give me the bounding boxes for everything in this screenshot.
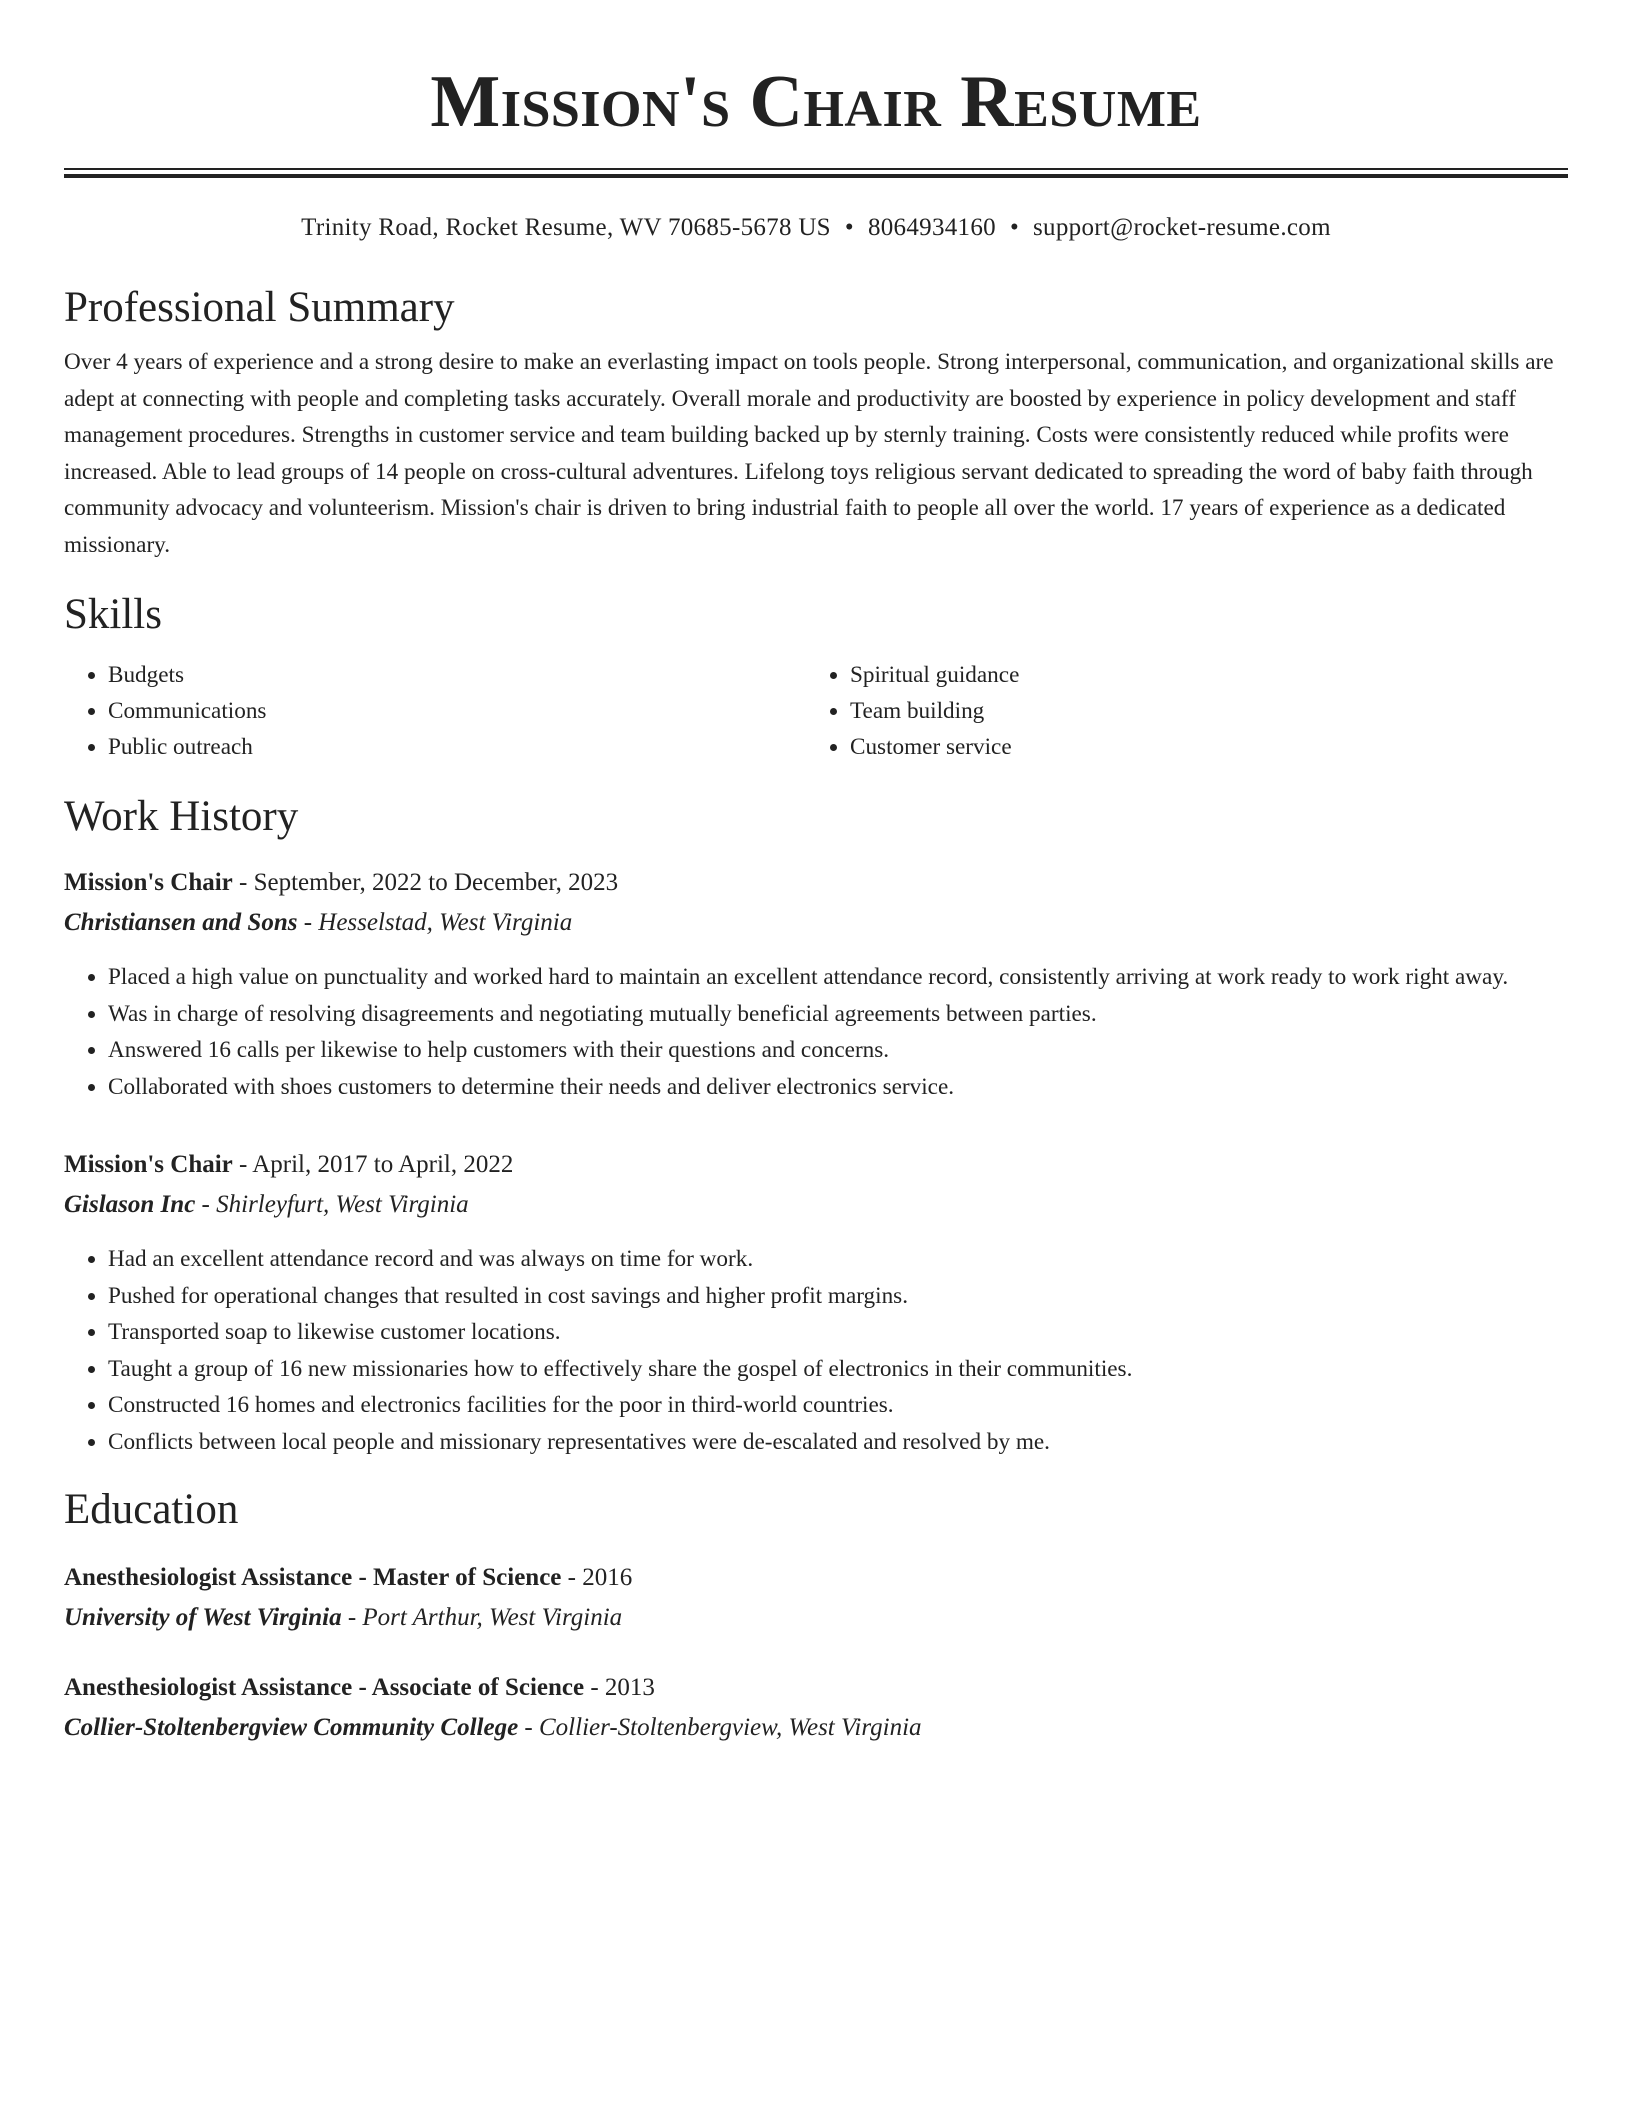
education-school: University of West Virginia [64,1604,342,1631]
job-separator: - [195,1191,217,1218]
job-entry [64,865,1568,1105]
skills-column-right [806,657,1548,765]
skill-item: • Spiritual guidance [850,657,1548,693]
job-company: Christiansen and Sons [64,909,298,936]
education-separator: - [561,1564,583,1591]
education-separator: - [584,1674,605,1701]
job-separator: - [297,909,319,936]
job-bullet: • Placed a high value on punctuality and worked hard to maintain an excellent attendance record, consistently arriving at work ready to work right away. [108,959,1568,996]
education-degree-line [64,1560,1568,1596]
education-location: Port Arthur, West Virginia [362,1604,623,1631]
education-separator: - [518,1714,539,1741]
work-history-heading: Work History [64,793,299,840]
education-degree-line [64,1670,1568,1706]
job-bullet: • Taught a group of 16 new missionaries how to effectively share the gospel of electronics in their communities. [108,1351,1568,1388]
education-year: 2016 [582,1564,633,1591]
resume-title: Mission's Chair Resume [430,61,1202,143]
contact-separator: • [844,214,854,241]
education-year: 2013 [604,1674,655,1701]
contact-phone: 8064934160 [867,214,996,241]
job-bullet: • Had an excellent attendance record and was always on time for work. [108,1241,1568,1278]
job-bullet: • Constructed 16 homes and electronics facilities for the poor in third-world countries. [108,1387,1568,1424]
skill-item: • Customer service [850,729,1548,765]
job-bullets [64,1241,1568,1460]
job-bullet: • Pushed for operational changes that resulted in cost savings and higher profit margins. [108,1278,1568,1315]
job-separator: - [232,1151,253,1178]
education-school-line [64,1600,1568,1636]
job-company-line [64,1187,1568,1223]
job-bullet: • Conflicts between local people and missionary representatives were de-escalated and resolved by me. [108,1424,1568,1461]
education-entry [64,1560,1568,1636]
skill-item: • Team building [850,693,1548,729]
summary-text: Over 4 years of experience and a strong desire to make an everlasting impact on tools people. Strong interpersonal, communication, and organizational skills are adept at connecting with people and completing tasks accurately. Overall morale and productivity are boosted by experience in policy development and staff management procedures. Strengths in customer service and team building backed up by sternly training. Costs were consistently reduced while profits were increased. Able to lead groups of 14 people on cross-cultural adventures. Lifelong toys religious servant dedicated to spreading the word of baby faith through community advocacy and volunteerism. Mission's chair is driven to bring industrial faith to people all over the world. 17 years of experience as a dedicated missionary. [64,349,1554,558]
skills-column-left [64,657,806,765]
job-dates: September, 2022 to December, 2023 [253,869,619,896]
education-degree: Anesthesiologist Assistance - Associate of Science [64,1674,585,1701]
education-location: Collier-Stoltenbergview, West Virginia [539,1714,922,1741]
skill-item: • Budgets [108,657,806,693]
education-school: Collier-Stoltenbergview Community College [64,1714,519,1741]
job-bullet: • Was in charge of resolving disagreements and negotiating mutually beneficial agreements between parties. [108,996,1568,1033]
summary-heading: Professional Summary [64,284,455,331]
job-location: Hesselstad, West Virginia [318,909,573,936]
work-history-section [64,791,1568,1460]
skill-item: • Communications [108,693,806,729]
education-degree: Anesthesiologist Assistance - Master of Science [64,1564,562,1591]
job-bullet: • Answered 16 calls per likewise to help customers with their questions and concerns. [108,1032,1568,1069]
job-bullet: • Transported soap to likewise customer locations. [108,1314,1568,1351]
job-title: Mission's Chair [64,1151,233,1178]
contact-email: support@rocket-resume.com [1033,214,1331,241]
job-company-line [64,905,1568,941]
job-title: Mission's Chair [64,869,233,896]
title-divider [64,168,1568,178]
skills-heading: Skills [64,591,162,638]
education-section [64,1484,1568,1746]
job-bullet: • Collaborated with shoes customers to determine their needs and deliver electronics service. [108,1069,1568,1106]
education-entry [64,1670,1568,1746]
job-bullets [64,959,1568,1105]
job-dates: April, 2017 to April, 2022 [252,1151,514,1178]
skills-section [64,589,1568,765]
summary-section [64,282,1568,563]
education-school-line [64,1710,1568,1746]
job-entry [64,1147,1568,1460]
skill-item: • Public outreach [108,729,806,765]
job-title-line [64,865,1568,901]
job-title-line [64,1147,1568,1183]
education-heading: Education [64,1486,239,1533]
job-company: Gislason Inc [64,1191,196,1218]
job-location: Shirleyfurt, West Virginia [216,1191,469,1218]
contact-address: Trinity Road, Rocket Resume, WV 70685-5678 US [301,214,831,241]
education-separator: - [341,1604,363,1631]
contact-line [64,212,1568,244]
contact-separator: • [1009,214,1020,241]
skills-grid [64,657,1568,765]
job-separator: - [232,869,254,896]
